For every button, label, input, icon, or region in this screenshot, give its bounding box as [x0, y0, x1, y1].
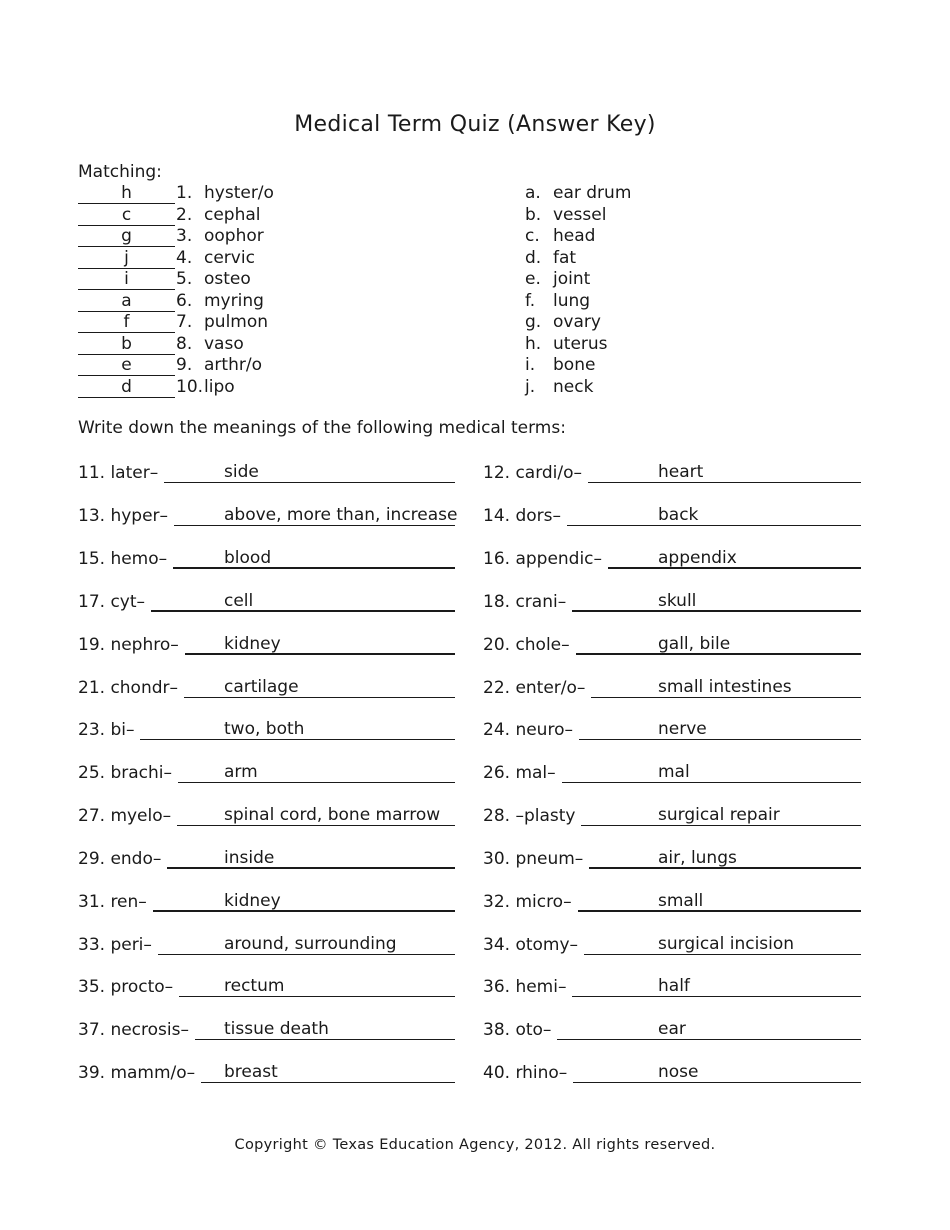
term-answer: small: [658, 891, 704, 911]
option-text: vessel: [553, 204, 607, 225]
matching-term: vaso: [204, 333, 244, 354]
term-answer: spinal cord, bone marrow: [224, 805, 441, 825]
matching-row: [78, 377, 478, 398]
term-answer: cell: [224, 591, 254, 611]
option-letter: f.: [525, 290, 536, 311]
option-text: joint: [553, 269, 591, 289]
term-label: 12. cardi/o–: [483, 463, 583, 483]
matching-row: [78, 248, 478, 269]
term-label: 30. pneum–: [483, 849, 584, 869]
term-label: 36. hemi–: [483, 977, 567, 997]
matching-row: [78, 355, 478, 376]
term-label: 25. brachi–: [78, 763, 172, 783]
option-letter: e.: [525, 269, 541, 289]
matching-answer: c: [78, 205, 175, 226]
matching-label: Matching:: [78, 162, 162, 182]
option-letter: a.: [525, 183, 541, 203]
term-item: [483, 761, 861, 783]
term-answer: appendix: [658, 548, 737, 568]
matching-answer: h: [78, 183, 175, 204]
matching-term: pulmon: [204, 312, 269, 332]
term-item: [483, 718, 861, 740]
term-answer: nose: [658, 1062, 699, 1082]
matching-number: 2.: [176, 204, 193, 225]
term-answer: above, more than, increase: [224, 505, 458, 525]
matching-answer: b: [78, 334, 175, 355]
matching-term: osteo: [204, 269, 251, 289]
term-label: 32. micro–: [483, 892, 572, 912]
term-label: 17. cyt–: [78, 592, 146, 612]
term-answer: around, surrounding: [224, 934, 397, 954]
term-label: 28. –plasty: [483, 806, 576, 826]
matching-row: [78, 269, 478, 290]
term-label: 24. neuro–: [483, 720, 573, 740]
option-letter: h.: [525, 333, 542, 354]
option-text: uterus: [553, 333, 608, 354]
term-item: [78, 504, 458, 526]
matching-answer: e: [78, 355, 175, 376]
term-item: [78, 847, 455, 869]
term-label: 20. chole–: [483, 635, 570, 655]
term-item: [78, 1061, 455, 1083]
matching-term: oophor: [204, 226, 264, 246]
term-answer: small intestines: [658, 677, 792, 697]
option-letter: g.: [525, 312, 542, 332]
term-answer: blood: [224, 548, 272, 568]
matching-number: 7.: [176, 312, 193, 332]
term-answer: skull: [658, 591, 697, 611]
term-label: 38. oto–: [483, 1020, 552, 1040]
instructions: Write down the meanings of the following medical terms:: [78, 418, 566, 438]
term-item: [483, 504, 861, 526]
matching-answer: a: [78, 291, 175, 312]
matching-number: 4.: [176, 247, 193, 268]
term-label: 29. endo–: [78, 849, 162, 869]
option-letter: j.: [525, 376, 536, 397]
term-answer: tissue death: [224, 1019, 329, 1039]
term-answer: kidney: [224, 634, 281, 654]
term-label: 23. bi–: [78, 720, 135, 740]
term-label: 14. dors–: [483, 506, 561, 526]
term-label: 27. myelo–: [78, 806, 172, 826]
term-label: 37. necrosis–: [78, 1020, 189, 1040]
term-answer: breast: [224, 1062, 278, 1082]
term-label: 31. ren–: [78, 892, 147, 912]
term-answer: back: [658, 505, 699, 525]
term-answer: surgical incision: [658, 934, 795, 954]
term-answer: rectum: [224, 976, 285, 996]
term-item: [78, 547, 455, 569]
term-item: [78, 890, 455, 912]
term-label: 16. appendic–: [483, 549, 603, 569]
term-item: [483, 933, 861, 955]
term-answer: cartilage: [224, 677, 299, 697]
term-answer: surgical repair: [658, 805, 780, 825]
term-item: [483, 633, 861, 655]
option-text: ovary: [553, 312, 601, 332]
term-item: [78, 933, 455, 955]
term-answer: mal: [658, 762, 690, 782]
term-answer: two, both: [224, 719, 305, 739]
matching-term: lipo: [204, 376, 235, 397]
term-item: [483, 676, 861, 698]
term-item: [483, 461, 861, 483]
term-answer: gall, bile: [658, 634, 731, 654]
option-text: head: [553, 226, 596, 246]
option-letter: i.: [525, 355, 536, 375]
matching-term: myring: [204, 290, 264, 311]
matching-term: hyster/o: [204, 183, 274, 203]
term-label: 39. mamm/o–: [78, 1063, 196, 1083]
term-label: 19. nephro–: [78, 635, 179, 655]
matching-number: 6.: [176, 290, 193, 311]
term-item: [78, 676, 455, 698]
matching-term: cephal: [204, 204, 261, 225]
term-item: [78, 975, 455, 997]
page-title: Medical Term Quiz (Answer Key): [294, 112, 656, 137]
term-answer: air, lungs: [658, 848, 737, 868]
term-label: 34. otomy–: [483, 935, 579, 955]
term-item: [78, 461, 455, 483]
term-answer: kidney: [224, 891, 281, 911]
term-item: [78, 633, 455, 655]
term-answer: ear: [658, 1019, 686, 1039]
matching-row: [78, 312, 478, 333]
matching-row: [78, 226, 478, 247]
matching-number: 1.: [176, 183, 193, 203]
term-item: [78, 804, 455, 826]
term-label: 33. peri–: [78, 935, 152, 955]
term-item: [483, 590, 861, 612]
term-answer: heart: [658, 462, 704, 482]
matching-number: 3.: [176, 226, 193, 246]
option-text: fat: [553, 247, 577, 268]
matching-number: 8.: [176, 333, 193, 354]
term-answer: nerve: [658, 719, 707, 739]
term-label: 26. mal–: [483, 763, 556, 783]
matching-row: [78, 205, 478, 226]
term-label: 40. rhino–: [483, 1063, 568, 1083]
term-item: [483, 847, 861, 869]
term-item: [78, 761, 455, 783]
term-label: 15. hemo–: [78, 549, 168, 569]
matching-answer: g: [78, 226, 175, 247]
copyright-footer: Copyright © Texas Education Agency, 2012. All rights reserved.: [234, 1137, 716, 1153]
option-letter: b.: [525, 204, 542, 225]
matching-answer: d: [78, 377, 175, 398]
term-label: 21. chondr–: [78, 678, 179, 698]
term-item: [483, 804, 861, 826]
matching-number: 9.: [176, 355, 193, 375]
term-answer: inside: [224, 848, 275, 868]
term-answer: half: [658, 976, 690, 996]
term-label: 18. crani–: [483, 592, 567, 612]
term-answer: side: [224, 462, 259, 482]
term-item: [483, 975, 861, 997]
option-text: bone: [553, 355, 596, 375]
term-item: [483, 1018, 861, 1040]
term-label: 11. later–: [78, 463, 159, 483]
matching-term: cervic: [204, 247, 255, 268]
term-item: [78, 590, 455, 612]
option-text: ear drum: [553, 183, 632, 203]
term-label: 13. hyper–: [78, 506, 169, 526]
option-text: lung: [553, 290, 591, 311]
matching-answer: j: [78, 248, 175, 269]
matching-answer: i: [78, 269, 175, 290]
matching-row: [78, 291, 478, 312]
matching-term: arthr/o: [204, 355, 262, 375]
option-letter: d.: [525, 247, 542, 268]
term-item: [483, 547, 861, 569]
matching-row: [78, 334, 478, 355]
matching-number: 5.: [176, 269, 193, 289]
term-label: 35. procto–: [78, 977, 174, 997]
term-item: [78, 1018, 455, 1040]
term-item: [483, 890, 861, 912]
option-letter: c.: [525, 226, 540, 246]
term-answer: arm: [224, 762, 258, 782]
option-text: neck: [553, 376, 594, 397]
term-item: [78, 718, 455, 740]
term-item: [483, 1061, 861, 1083]
matching-answer: f: [78, 312, 175, 333]
matching-number: 10.: [176, 376, 204, 397]
matching-row: [78, 183, 478, 204]
term-label: 22. enter/o–: [483, 678, 586, 698]
